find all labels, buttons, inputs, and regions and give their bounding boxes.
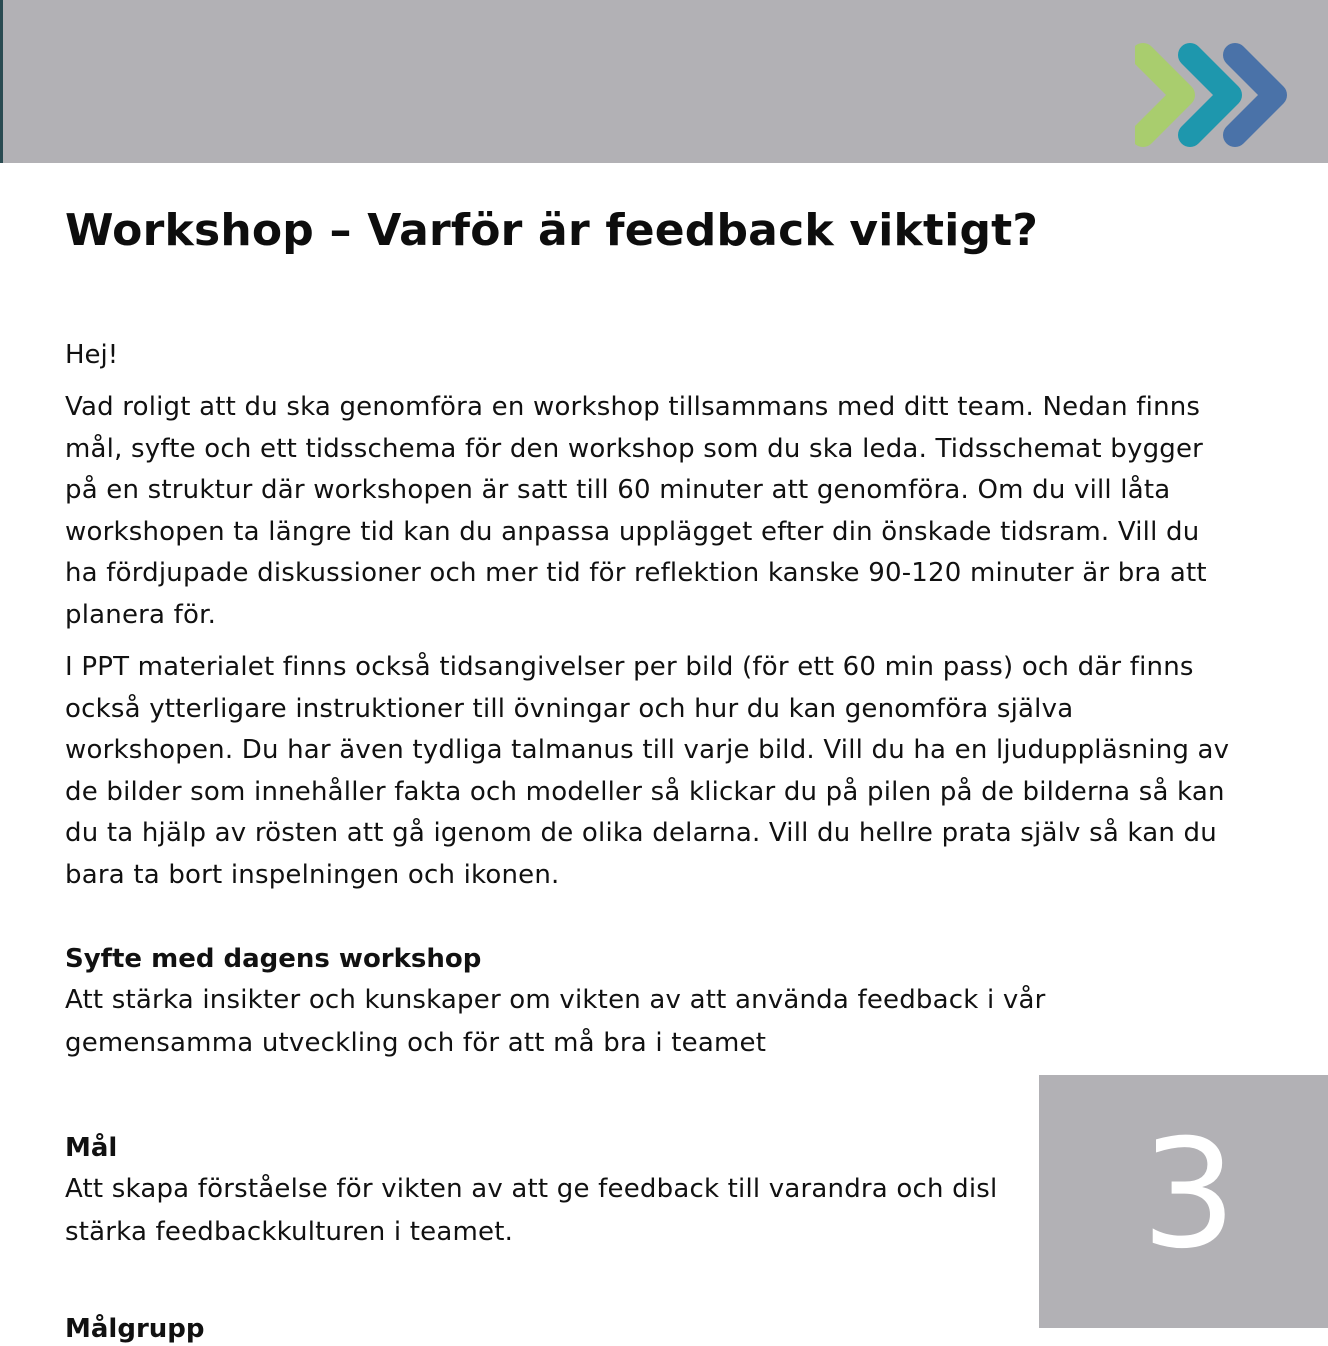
intro-line: på en struktur där workshopen är satt till 60 minuter att genomföra. Om du vill låta (65, 475, 1171, 505)
syfte-text (65, 979, 1165, 1065)
intro-line: planera för. (65, 599, 217, 630)
header-band (0, 0, 1328, 163)
syfte-line: gemensamma utveckling och för att må bra i teamet (65, 1028, 767, 1058)
instructions-line: också ytterligare instruktioner till övningar och hur du kan genomföra själva (65, 693, 1074, 724)
ppt-instructions-paragraph (65, 647, 1285, 896)
mal-heading: Mål (65, 1133, 118, 1163)
mal-line: stärka feedbackkulturen i teamet. (65, 1217, 514, 1247)
page-number-box (1039, 1075, 1328, 1328)
instructions-line: de bilder som innehåller fakta och modeller så klickar du på pilen på de bilderna så kan (65, 776, 1225, 807)
left-edge-bar (0, 0, 3, 163)
syfte-line: Att stärka insikter och kunskaper om vikten av att använda feedback i vår (65, 985, 1046, 1015)
greeting: Hej! (65, 340, 119, 370)
instructions-line: workshopen. Du har även tydliga talmanus till varje bild. Vill du ha en ljuduppläsning av (65, 735, 1230, 765)
next-section-heading: Målgrupp (65, 1314, 205, 1344)
mal-line: Att skapa förståelse för vikten av att ge feedback till varandra och disl (65, 1174, 998, 1204)
chevron-teal-icon (1190, 55, 1230, 135)
intro-paragraph (65, 387, 1285, 636)
instructions-line: du ta hjälp av rösten att gå igenom de olika delarna. Vill du hellre prata själv så kan du (65, 818, 1217, 848)
intro-line: workshopen ta längre tid kan du anpassa upplägget efter din önskade tidsram. Vill du (65, 516, 1200, 547)
triple-chevron-logo (1135, 40, 1290, 150)
chevron-green-icon (1143, 55, 1183, 135)
instructions-line: bara ta bort inspelningen och ikonen. (65, 859, 560, 890)
intro-line: Vad roligt att du ska genomföra en workshop tillsammans med ditt team. Nedan finns (65, 392, 1201, 422)
page-number: 3 (1141, 1108, 1237, 1282)
page-title: Workshop – Varför är feedback viktigt? (65, 205, 1039, 256)
intro-line: ha fördjupade diskussioner och mer tid för reflektion kanske 90-120 minuter är bra att (65, 558, 1207, 588)
syfte-heading: Syfte med dagens workshop (65, 944, 482, 974)
mal-text (65, 1168, 1165, 1254)
instructions-line: I PPT materialet finns också tidsangivelser per bild (för ett 60 min pass) och där finns (65, 652, 1194, 682)
intro-line: mål, syfte och ett tidsschema för den workshop som du ska leda. Tidsschemat bygger (65, 433, 1204, 464)
